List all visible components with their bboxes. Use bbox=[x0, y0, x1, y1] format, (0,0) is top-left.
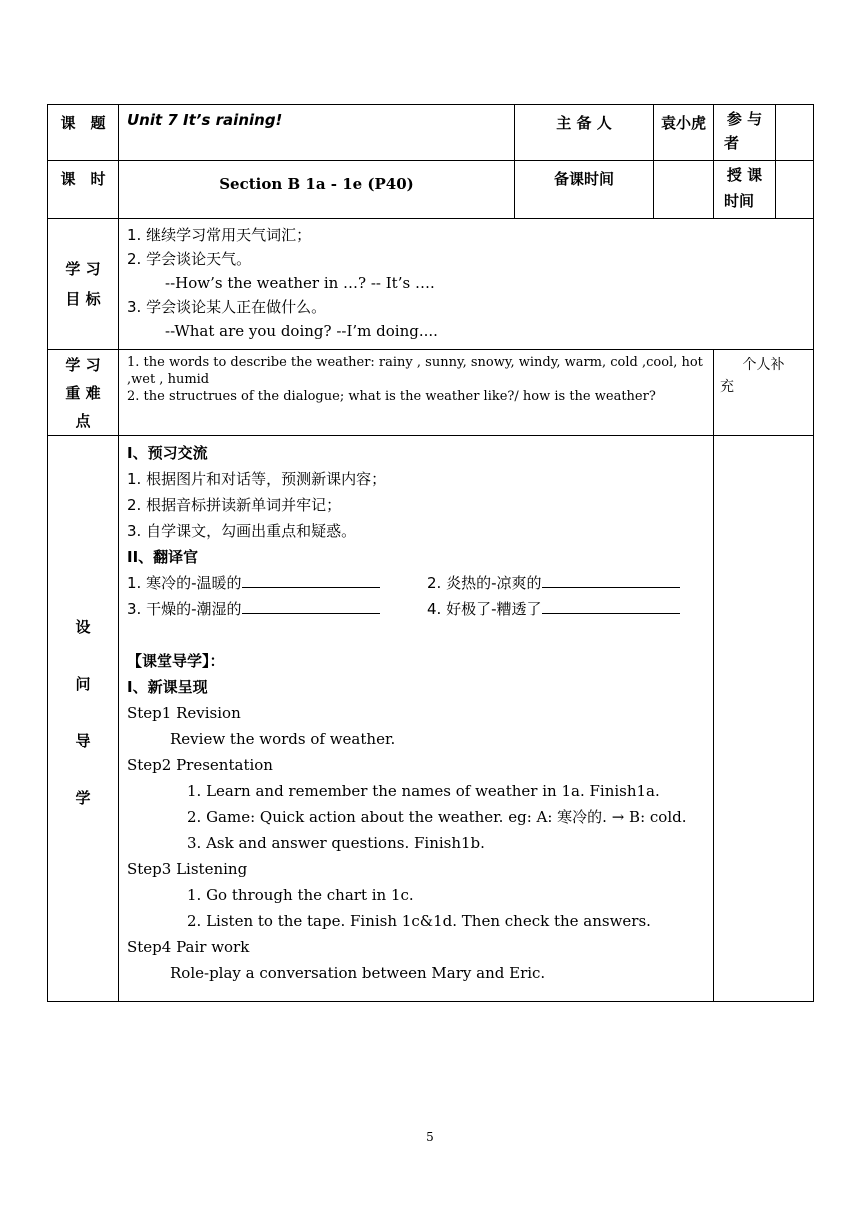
guide-label-char-1: 设 bbox=[75, 617, 91, 636]
preview-item-3: 3. 自学课文，勾画出重点和疑惑。 bbox=[127, 522, 357, 540]
translate-item-4 bbox=[427, 600, 680, 618]
step3-detail-1: 1. Go through the chart in 1c. bbox=[187, 886, 414, 904]
step4-heading: Step4 Pair work bbox=[127, 938, 250, 956]
focus-content bbox=[119, 350, 714, 436]
participants-value bbox=[776, 105, 814, 161]
translate-title: II、翻译官 bbox=[127, 548, 199, 566]
teach-time-label-line2: 时间 bbox=[724, 192, 755, 210]
step3-heading: Step3 Listening bbox=[127, 860, 248, 878]
participants-label-line1: 参 与 bbox=[726, 110, 763, 128]
preparer-label: 主 备 人 bbox=[515, 105, 654, 161]
step1-heading: Step1 Revision bbox=[127, 704, 241, 722]
focus-row bbox=[48, 350, 814, 436]
topic-value: Unit 7 It’s raining! bbox=[119, 105, 515, 161]
focus-label-line2: 重 难 bbox=[65, 383, 101, 402]
answer-blank[interactable] bbox=[542, 573, 680, 588]
goal-item-1: 1. 继续学习常用天气词汇； bbox=[127, 226, 312, 244]
preview-title: I、预习交流 bbox=[127, 444, 208, 462]
period-label: 课 时 bbox=[48, 161, 119, 219]
guide-label-char-4: 学 bbox=[75, 788, 91, 807]
translate-item-3-text: 3. 干燥的-潮湿的 bbox=[127, 600, 242, 618]
preparer-value: 袁小虎 bbox=[654, 105, 714, 161]
guide-label-char-3: 导 bbox=[75, 731, 91, 750]
lesson-plan-table bbox=[47, 104, 814, 1002]
translate-row-1 bbox=[127, 570, 705, 596]
goal-item-3: 3. 学会谈论某人正在做什么。 bbox=[127, 298, 327, 316]
step2-detail-1: 1. Learn and remember the names of weather in 1a. Finish1a. bbox=[187, 782, 660, 800]
preview-item-1: 1. 根据图片和对话等，预测新课内容； bbox=[127, 470, 387, 488]
personal-supplement bbox=[714, 350, 814, 436]
goal-example-1: --How’s the weather in …? -- It’s …. bbox=[165, 274, 435, 292]
guide-label-char-2: 问 bbox=[75, 674, 91, 693]
translate-row-2 bbox=[127, 596, 705, 622]
class-guide-title: 【课堂导学】： bbox=[127, 652, 225, 670]
supplement-line2: 充 bbox=[720, 379, 734, 395]
step3-detail-2: 2. Listen to the tape. Finish 1c&1d. Then check the answers. bbox=[187, 912, 651, 930]
section-title: Section B 1a - 1e (P40) bbox=[119, 161, 515, 219]
goals-content bbox=[119, 219, 814, 350]
step2-detail-3: 3. Ask and answer questions. Finish1b. bbox=[187, 834, 485, 852]
guide-row bbox=[48, 436, 814, 1002]
participants-label bbox=[714, 105, 776, 161]
answer-blank[interactable] bbox=[242, 573, 380, 588]
translate-item-2 bbox=[427, 574, 680, 592]
goals-row bbox=[48, 219, 814, 350]
preview-item-2: 2. 根据音标拼读新单词并牢记； bbox=[127, 496, 342, 514]
topic-row bbox=[48, 105, 814, 161]
goals-label bbox=[48, 219, 119, 350]
focus-label bbox=[48, 350, 119, 436]
guide-content bbox=[119, 436, 714, 1002]
step2-heading: Step2 Presentation bbox=[127, 756, 273, 774]
goal-example-2: --What are you doing? --I’m doing.... bbox=[165, 322, 438, 340]
focus-item-2: 2. the structrues of the dialogue; what is the weather like?/ how is the weather? bbox=[127, 389, 656, 404]
page-number: 5 bbox=[426, 1130, 434, 1144]
answer-blank[interactable] bbox=[242, 599, 380, 614]
period-row bbox=[48, 161, 814, 219]
translate-item-3 bbox=[127, 596, 427, 622]
focus-item-1: 1. the words to describe the weather: rainy , sunny, snowy, windy, warm, cold ,cool, hot ,wet , humid bbox=[127, 355, 703, 387]
translate-item-1-text: 1. 寒冷的-温暖的 bbox=[127, 574, 242, 592]
translate-item-4-text: 4. 好极了-糟透了 bbox=[427, 600, 542, 618]
translate-item-1 bbox=[127, 570, 427, 596]
guide-notes-column bbox=[714, 436, 814, 1002]
step1-detail: Review the words of weather. bbox=[170, 730, 396, 748]
guide-label bbox=[48, 436, 119, 1002]
teach-time-label bbox=[714, 161, 776, 219]
focus-label-line3: 点 bbox=[75, 411, 91, 430]
focus-label-line1: 学 习 bbox=[65, 355, 101, 374]
teach-time-value bbox=[776, 161, 814, 219]
topic-label: 课 题 bbox=[48, 105, 119, 161]
teach-time-label-line1: 授 课 bbox=[726, 166, 763, 184]
goal-item-2: 2. 学会谈论天气。 bbox=[127, 250, 252, 268]
supplement-line1: 个人补 bbox=[742, 357, 785, 373]
prep-time-label: 备课时间 bbox=[515, 161, 654, 219]
goals-label-line1: 学 习 bbox=[65, 260, 101, 278]
new-lesson-title: I、新课呈现 bbox=[127, 678, 208, 696]
goals-label-line2: 目 标 bbox=[65, 290, 101, 308]
prep-time-value bbox=[654, 161, 714, 219]
step4-detail: Role-play a conversation between Mary and Eric. bbox=[170, 964, 546, 982]
participants-label-line2: 者 bbox=[724, 134, 740, 152]
translate-item-2-text: 2. 炎热的-凉爽的 bbox=[427, 574, 542, 592]
step2-detail-2: 2. Game: Quick action about the weather. eg: A: 寒冷的. → B: cold. bbox=[187, 808, 687, 826]
answer-blank[interactable] bbox=[542, 599, 680, 614]
